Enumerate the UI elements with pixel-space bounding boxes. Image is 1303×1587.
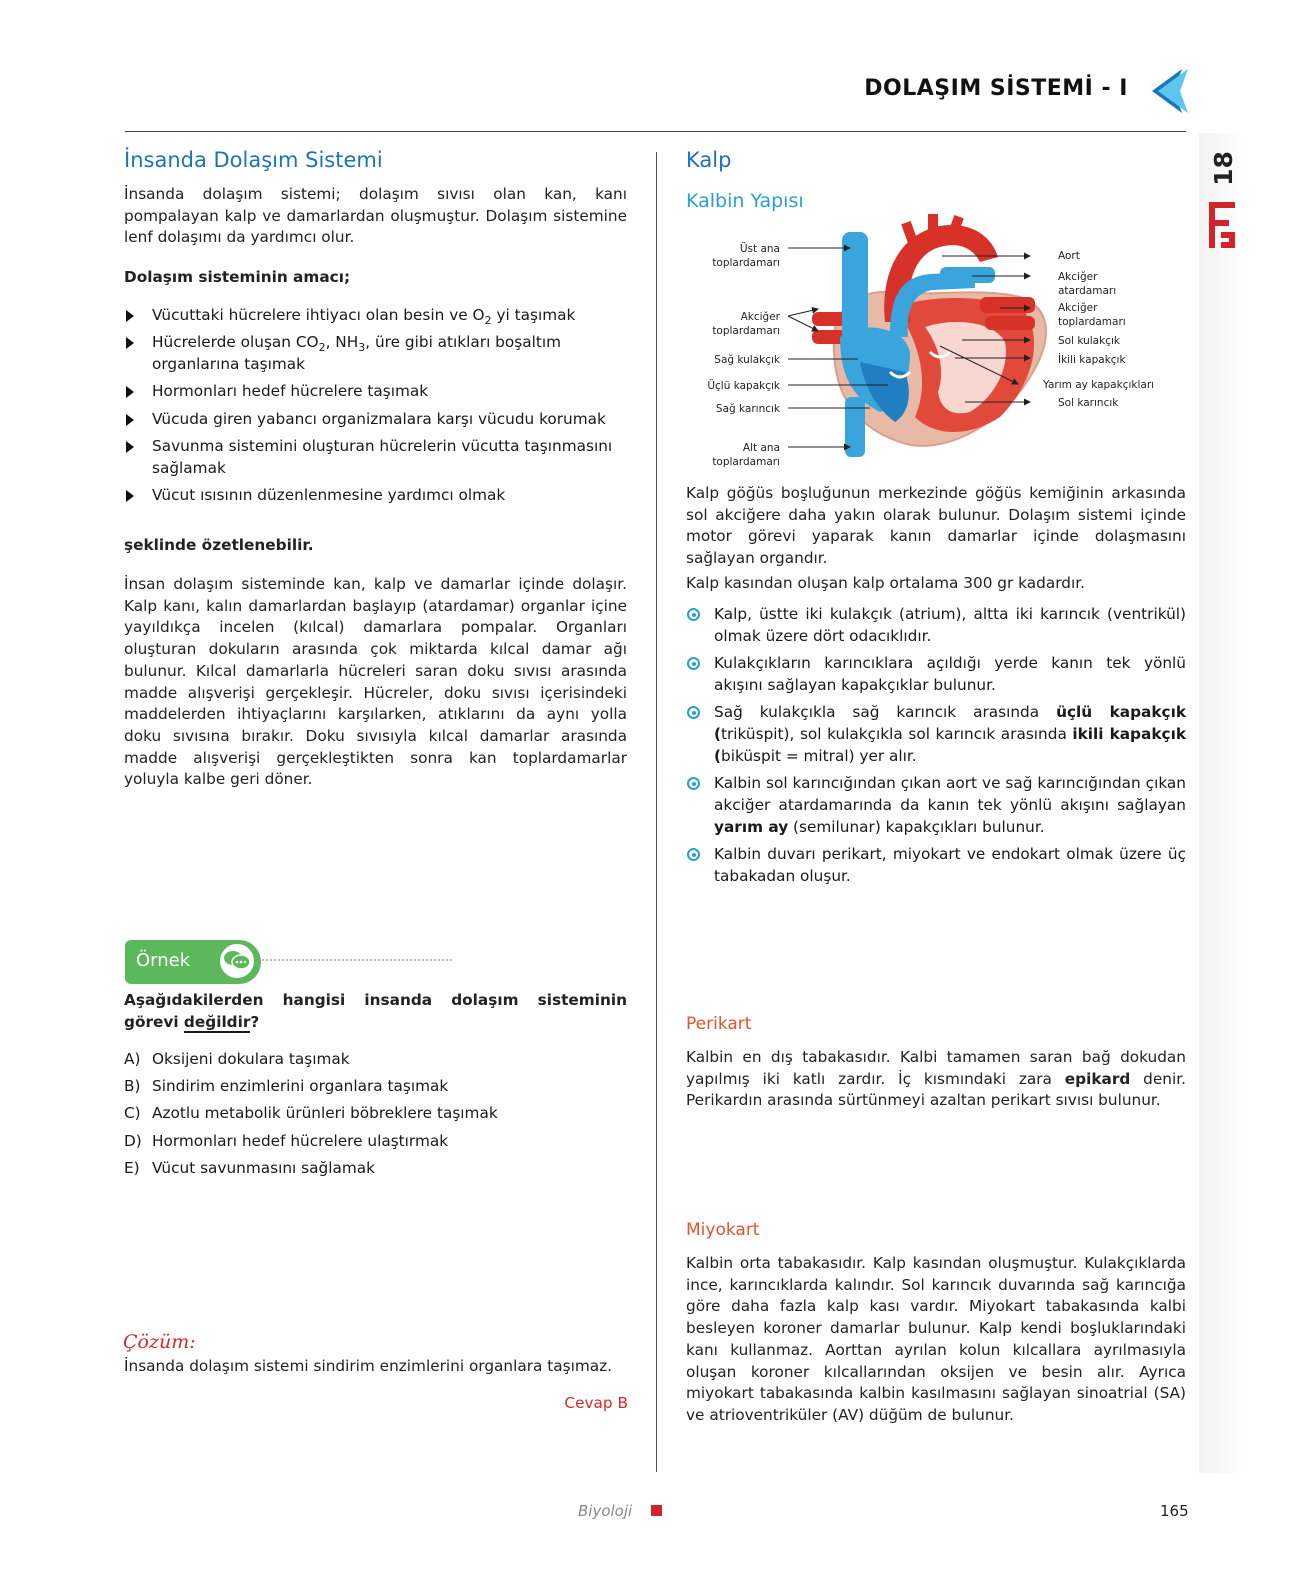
answer-option[interactable]: E) Vücut savunmasını sağlamak [124,1158,375,1177]
label-akciger-atardamari: Akciğer atardamarı [1058,271,1117,297]
answer-option[interactable]: A) Oksijeni dokulara taşımak [124,1050,350,1068]
red-square-icon [651,1505,662,1516]
kalp-paragraph-1: Kalp göğüs boşluğunun merkezinde göğüs kemiğinin arkasında sol akciğere daha yakın olarak bulunur. Dolaşım sistemi içinde motor görevi yaparak kanın damarlar içinde dolaşmasını sağlayan organdır. [686,484,1186,568]
target-bullet-icon [687,777,700,790]
label-uclu-kapakcik: Üçlü kapakçık [707,380,780,392]
triangle-bullet-icon [126,490,134,502]
list-item: Kalbin duvarı perikart, miyokart ve endokart olmak üzere üç tabakadan oluşur. [686,844,1186,887]
label-akciger-toplardamari-left: Akciğer toplardamarı [712,311,780,337]
logo-chevron-icon [1142,67,1190,115]
answer-options [124,1049,627,1185]
column-divider [656,152,657,1472]
list-item: Hücrelerde oluşan $CO_2$, $NH_3$, üre gibi atıkları boşaltım organlarına taşımak [124,332,627,375]
list-item: Kalp, üstte iki kulakçık (atrium), altta iki karıncık (ventrikül) olmak üzere dört odacıklıdır. [686,604,1186,647]
triangle-bullet-icon [126,414,134,426]
label-sag-kulakcik: Sağ kulakçık [714,354,780,366]
list-item: Kulakçıkların karıncıklara açıldığı yerde kanın tek yönlü akışını sağlayan kapakçıklar bulunur. [686,653,1186,696]
brand-mark-icon [1207,200,1237,250]
target-bullet-icon [687,657,700,670]
kalp-subtitle: Kalbin Yapısı [686,190,804,212]
kalp-facts-list [686,604,1186,893]
list-item: Vücuttaki hücrelere ihtiyacı olan besin ve $O_2$ yi taşımak [124,305,627,327]
triangle-bullet-icon [126,386,134,398]
example-label: Örnek [136,950,191,971]
kalp-paragraph-2: Kalp kasından oluşan kalp ortalama 300 gr kadardır. [686,574,1085,592]
answer-option[interactable]: B) Sindirim enzimlerini organlara taşımak [124,1077,449,1096]
page-number: 165 [1160,1502,1189,1520]
list-item: Kalbin sol karıncığından çıkan aort ve sağ karıncığından çıkan akciğer atardamarında da kanın tek yönlü akışını sağlayan yarım ay (semilunar) kapakçıkları bulunur. [686,773,1186,838]
intro-paragraph: İnsanda dolaşım sistemi; dolaşım sıvısı olan kan, kanı pompalayan kalp ve damarlardan oluşmuştur. Dolaşım sistemine lenf dolaşımı da yardımcı olur. [124,185,627,247]
perikart-paragraph: Kalbin en dış tabakasıdır. Kalbi tamamen saran bağ dokudan yapılmış iki katlı zardır. İç kısmındaki zara epikard denir. Perikardın arasında sürtünmeyi azaltan perikart sıvısı bulunur. [686,1048,1186,1110]
target-bullet-icon [687,608,700,621]
sidebar-number: 18 [1208,150,1238,186]
list-item: Hormonları hedef hücrelere taşımak [124,381,627,403]
solution-text: İnsanda dolaşım sistemi sindirim enzimlerini organlara taşımaz. [124,1357,613,1375]
triangle-bullet-icon [126,441,134,453]
list-item: Sağ kulakçıkla sağ karıncık arasında üçlü kapakçık (triküspit), sol kulakçıkla sol karıncık arasında ikili kapakçık (biküspit = mitral) yer alır. [686,702,1186,767]
speech-bubbles-icon [217,941,257,981]
answer-option[interactable]: D) Hormonları hedef hücrelere ulaştırmak [124,1131,449,1150]
list-item: Vücut ısısının düzenlenmesine yardımcı olmak [124,485,627,507]
target-bullet-icon [687,848,700,861]
list-item: Vücuda giren yabancı organizmalara karşı vücudu korumak [124,409,627,431]
body-paragraph: İnsan dolaşım sisteminde kan, kalp ve damarlar içinde dolaşır. Kalp kanı, kalın damarlardan başlayıp (atardamar) organlar içine yayıldıkça incelen (kılcal) damarlara pompalar. Organları oluşturan dokuların arasında çok miktarda kılcal damar ağı bulunur. Kılcal damarlarla hücreleri saran doku sıvısı arasında madde alışverişi gerçekleşir. Hücreler, doku sıvısı içerisindeki maddelerden ihtiyaçlarını karşılarken, atıklarını da aynı yolla doku sıvısına bırakır. Doku sıvısıyla kılcal damarlar arasında madde alışverişi gerçekleştikten sonra kan toplardamarlar yoluyla kalbe geri döner. [124,575,627,789]
solution-label: Çözüm: [123,1331,196,1353]
perikart-heading: Perikart [686,1014,752,1034]
label-ust-ana-toplardamari: Üst ana toplardamarı [712,243,780,269]
label-yarim-ay-kapakciklari: Yarım ay kapakçıkları [1043,379,1155,391]
answer-option[interactable]: C) Azotlu metabolik ürünleri böbreklere taşımak [124,1104,498,1123]
footer-subject: Biyoloji [578,1502,633,1520]
miyokart-heading: Miyokart [686,1220,760,1240]
target-bullet-icon [687,706,700,719]
sidebar-tab [1203,148,1243,258]
label-sol-kulakcik: Sol kulakçık [1058,335,1120,347]
label-alt-ana-toplardamari: Alt ana toplardamarı [712,442,780,468]
aim-list [124,305,627,512]
label-akciger-toplardamari-right: Akciğer toplardamarı [1058,302,1126,328]
summary-line: şeklinde özetlenebilir. [124,536,314,554]
heart-diagram [700,212,1190,487]
kalp-title: Kalp [686,148,732,172]
triangle-bullet-icon [126,337,134,349]
miyokart-paragraph: Kalbin orta tabakasıdır. Kalp kasından oluşmuştur. Kulakçıklarda ince, karıncıklarda kalındır. Sol karıncık duvarında sağ karıncığa göre daha fazla kalp kası vardır. Miyokart tabakasında kalbi besleyen koroner damarlar bulunur. Kalp kendi boşluklarındaki kanı kullanmaz. Aorttan ayrılan kolun kılcallara ayrılmasıyla oluşan koroner kılcallarından oksijen ve besin alır. Ayrıca miyokart tabakasında kalbin kasılmasını sağlayan sinoatrial (SA) ve atrioventriküler (AV) düğüm de bulunur. [686,1254,1186,1424]
list-item: Savunma sistemini oluşturan hücrelerin vücutta taşınmasını sağlamak [124,436,627,479]
header-rule [125,131,1186,132]
label-aort: Aort [1058,250,1080,262]
label-sol-karincik: Sol karıncık [1058,397,1119,409]
dotted-rule [262,959,452,961]
sidebar-strip [1199,133,1245,1473]
example-question: Aşağıdakilerden hangisi insanda dolaşım sisteminin görevi değildir? [124,991,627,1031]
aim-heading: Dolaşım sisteminin amacı; [124,268,351,286]
label-sag-karincik: Sağ karıncık [715,403,780,415]
label-ikili-kapakcik: İkili kapakçık [1058,354,1126,366]
answer-key: Cevap B [564,1394,628,1412]
triangle-bullet-icon [126,310,134,322]
section-title: İnsanda Dolaşım Sistemi [124,148,383,172]
chapter-title: DOLAŞIM SİSTEMİ - I [864,76,1128,101]
